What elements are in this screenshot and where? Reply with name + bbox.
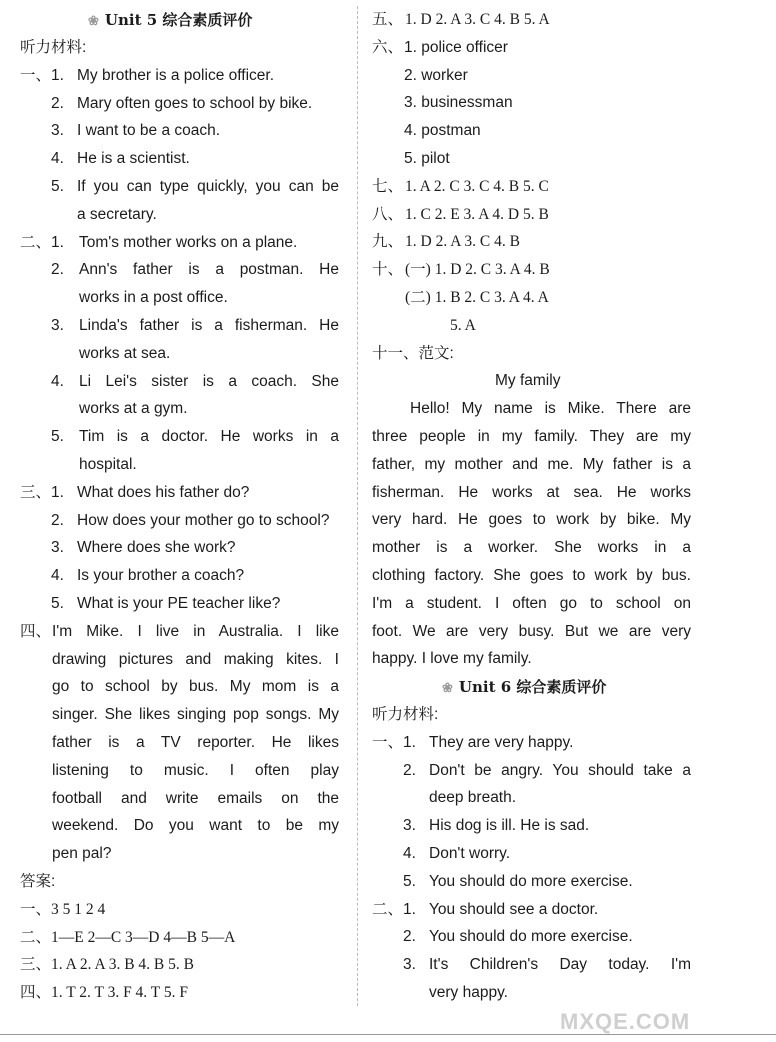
item-text: very happy. [429,984,508,1001]
item-number: 5. [403,872,416,890]
item-text: works in a post office. [79,289,228,307]
item-text: works at sea. [79,344,171,362]
column-divider [357,6,358,1006]
item-text: a secretary. [77,205,157,223]
item-text: Where does she work? [77,539,236,557]
answer-text: 1. D 2. A 3. C 4. B [405,233,520,251]
item-number: 1. [51,66,64,84]
essay-label: 十一、范文: [372,344,454,362]
item-text: What does his father do? [77,483,250,501]
item-number: 3. [51,539,64,557]
answer-item: 4. postman [404,122,481,140]
answer-text: 1—E 2—C 3—D 4—B 5—A [51,928,236,946]
item-number: 3. [51,122,64,140]
answer-text: 3 5 1 2 4 [51,900,106,918]
essay-line: foot. We are very busy. But we are very [372,622,691,640]
item-number: 3. [51,317,64,334]
item-number: 2. [403,928,416,946]
item-text: Don't worry. [429,845,511,862]
item-text: If you can type quickly, you can be [77,178,339,195]
essay-line: mother is a worker. She works in a [372,539,691,557]
passage-line: father is a TV reporter. He likes [52,734,339,751]
item-number: 2. [51,94,64,112]
item-text: Tim is a doctor. He works in a [79,428,339,446]
answer-item: 3. businessman [404,94,513,112]
item-number: 2. [51,261,64,279]
item-text: hospital. [79,456,137,473]
item-text: Tom's mother works on a plane. [79,233,298,251]
item-text: They are very happy. [429,733,574,751]
item-text: Don't be angry. You should take a [429,761,691,779]
essay-line: very hard. He goes to work by bike. My [372,511,691,529]
unit6-heading [442,677,606,699]
section-title-text: Unit 6 综合素质评价 [458,678,607,697]
item-text: You should do more exercise. [429,872,633,890]
item-number: 1. [51,483,64,501]
answer-text: 5. A [450,316,476,334]
item-text: I want to be a coach. [77,122,221,140]
answer-text: 1. A 2. C 3. C 4. B 5. C [405,177,549,195]
item-text: Mary often goes to school by bike. [77,94,313,112]
item-number: 2. [403,761,416,779]
answer-item: 5. pilot [404,150,450,167]
answer-number: 二、 [20,928,52,946]
item-text: Linda's father is a fisherman. He [79,317,339,334]
answer-number: 六、 [372,38,404,56]
answer-number: 十、 [372,261,404,279]
item-number: 5. [51,428,64,446]
answer-text: (二) 1. B 2. C 3. A 4. A [405,289,549,306]
passage-line: I'm Mike. I live in Australia. I like [52,622,339,640]
item-number: 2. [51,511,64,529]
passage-line: pen pal? [52,845,112,863]
passage-line: drawing pictures and making kites. I [52,650,339,668]
item-text: My brother is a police officer. [77,66,274,84]
section-number: 三、 [20,483,52,501]
answer-text: 1. A 2. A 3. B 4. B 5. B [51,956,194,974]
passage-line: listening to music. I often play [52,761,339,779]
section-number: 一、 [372,733,404,751]
essay-line: fisherman. He works at sea. He works [372,483,691,501]
section-number: 四、 [20,622,52,640]
item-number: 1. [51,233,64,251]
essay-line: I'm a student. I often go to school on [372,594,691,612]
answer-number: 四、 [20,984,52,1002]
item-text: You should see a doctor. [429,900,599,918]
answer-number: 一、 [20,900,52,918]
answer-item: 2. worker [404,66,468,84]
item-number: 3. [403,817,416,835]
answer-number: 七、 [372,177,404,195]
essay-line: clothing factory. She goes to work by bus. [372,567,691,584]
answer-number: 九、 [372,233,404,251]
essay-line: father, my mother and me. My father is a [372,455,691,473]
answer-text: 1. C 2. E 3. A 4. D 5. B [405,205,549,223]
answers-label: 答案: [20,873,56,890]
item-number: 4. [51,150,64,168]
item-text: His dog is ill. He is sad. [429,817,590,835]
essay-title: My family [495,372,561,390]
item-text: It's Children's Day today. I'm [429,956,691,974]
item-number: 5. [51,595,64,612]
passage-line: go to school by bus. My mom is a [52,678,339,696]
item-number: 5. [51,178,64,195]
section-number: 二、 [20,233,52,251]
passage-line: singer. She likes singing pop songs. My [52,706,339,724]
passage-line: football and write emails on the [52,789,339,807]
listening-label: 听力材料: [372,706,439,723]
item-text: deep breath. [429,789,517,807]
answer-item: 1. police officer [404,38,508,56]
essay-line: happy. I love my family. [372,650,532,668]
answer-text: (一) 1. D 2. C 3. A 4. B [405,261,550,279]
unit5-heading [88,10,252,32]
answer-text: 1. T 2. T 3. F 4. T 5. F [51,984,188,1002]
item-number: 4. [403,845,416,862]
passage-line: weekend. Do you want to be my [52,817,339,835]
item-number: 4. [51,372,64,390]
answer-number: 五、 [372,11,404,28]
section-number: 二、 [372,900,404,918]
item-text: How does your mother go to school? [77,511,330,529]
answer-number: 三、 [20,956,52,974]
page-bottom-rule [0,1034,776,1035]
item-text: He is a scientist. [77,150,190,168]
paw-icon: ❀ [88,14,99,29]
item-number: 1. [403,733,416,751]
item-number: 3. [403,956,416,974]
item-text: Li Lei's sister is a coach. She [79,372,339,390]
paw-icon: ❀ [442,681,453,697]
item-text: works at a gym. [79,400,188,418]
item-text: Ann's father is a postman. He [79,261,339,279]
watermark: MXQE.COM [560,1009,691,1034]
essay-line: three people in my family. They are my [372,428,691,445]
item-number: 1. [403,900,416,918]
item-text: You should do more exercise. [429,928,633,946]
answer-text: 1. D 2. A 3. C 4. B 5. A [405,11,550,28]
item-text: Is your brother a coach? [77,567,245,585]
item-number: 4. [51,567,64,585]
listening-label: 听力材料: [20,39,87,56]
essay-line: Hello! My name is Mike. There are [410,400,691,418]
section-title-text: Unit 5 综合素质评价 [104,11,253,29]
item-text: What is your PE teacher like? [77,595,281,612]
answer-number: 八、 [372,205,404,223]
section-number: 一、 [20,66,52,84]
